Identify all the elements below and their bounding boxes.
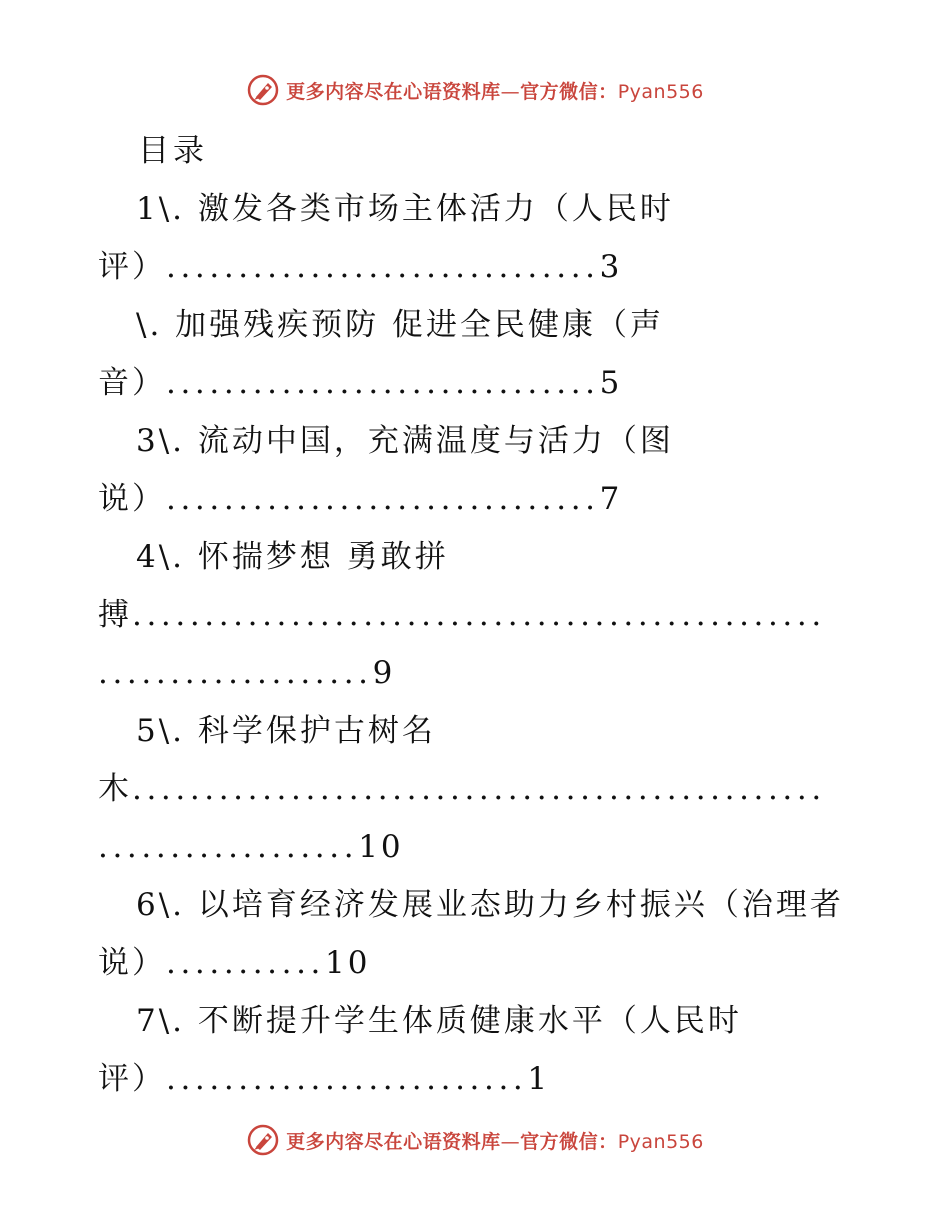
toc-entry-3-tail[interactable]: 说）..............................7 <box>98 481 623 517</box>
toc-entry-1-title[interactable]: 1\. 激发各类市场主体活力（人民时 <box>136 191 674 227</box>
toc-entry-5-tail-cont[interactable]: ..................10 <box>98 829 404 865</box>
toc-entry-4-title[interactable]: 4\. 怀揣梦想 勇敢拼 <box>136 539 449 575</box>
toc-entry-2-page: 5 <box>599 365 623 401</box>
toc-entry-1-tail[interactable]: 评）..............................3 <box>98 249 623 285</box>
pen-nib-circle-icon <box>246 73 280 107</box>
toc-entry-4-tail[interactable]: 搏................................................ <box>98 597 826 633</box>
toc-entry-6-tail[interactable]: 说）...........10 <box>98 945 371 981</box>
toc-entry-5-page: 10 <box>358 829 404 865</box>
toc-entry-2-title[interactable]: \. 加强残疾预防 促进全民健康（声 <box>136 307 665 343</box>
toc-entry-4-page: 9 <box>372 655 396 691</box>
footer-watermark-banner <box>0 1120 950 1160</box>
pen-nib-circle-icon <box>246 1123 280 1157</box>
toc-entry-6-title[interactable]: 6\. 以培育经济发展业态助力乡村振兴（治理者 <box>136 887 844 923</box>
toc-entry-5-tail[interactable]: 木................................................ <box>98 771 826 807</box>
toc-entry-6-page: 10 <box>325 945 371 981</box>
header-watermark-banner <box>0 70 950 110</box>
toc-entry-1-page: 3 <box>599 249 623 285</box>
toc-entry-4-tail-cont[interactable]: ...................9 <box>98 655 396 691</box>
toc-entry-7-title[interactable]: 7\. 不断提升学生体质健康水平（人民时 <box>136 1003 742 1039</box>
footer-watermark-text: 更多内容尽在心语资料库—官方微信：Pyan556 <box>286 1130 704 1153</box>
toc-entry-7-tail[interactable]: 评）.........................1 <box>98 1061 551 1097</box>
toc-entry-2-tail[interactable]: 音）..............................5 <box>98 365 623 401</box>
toc-entry-3-title[interactable]: 3\. 流动中国，充满温度与活力（图 <box>136 423 674 459</box>
toc-entry-7-page: 1 <box>527 1061 551 1097</box>
header-watermark-text: 更多内容尽在心语资料库—官方微信：Pyan556 <box>286 80 704 103</box>
toc-heading: 目录 <box>138 133 208 169</box>
toc-entry-3-page: 7 <box>599 481 623 517</box>
toc-entry-5-title[interactable]: 5\. 科学保护古树名 <box>136 713 436 749</box>
